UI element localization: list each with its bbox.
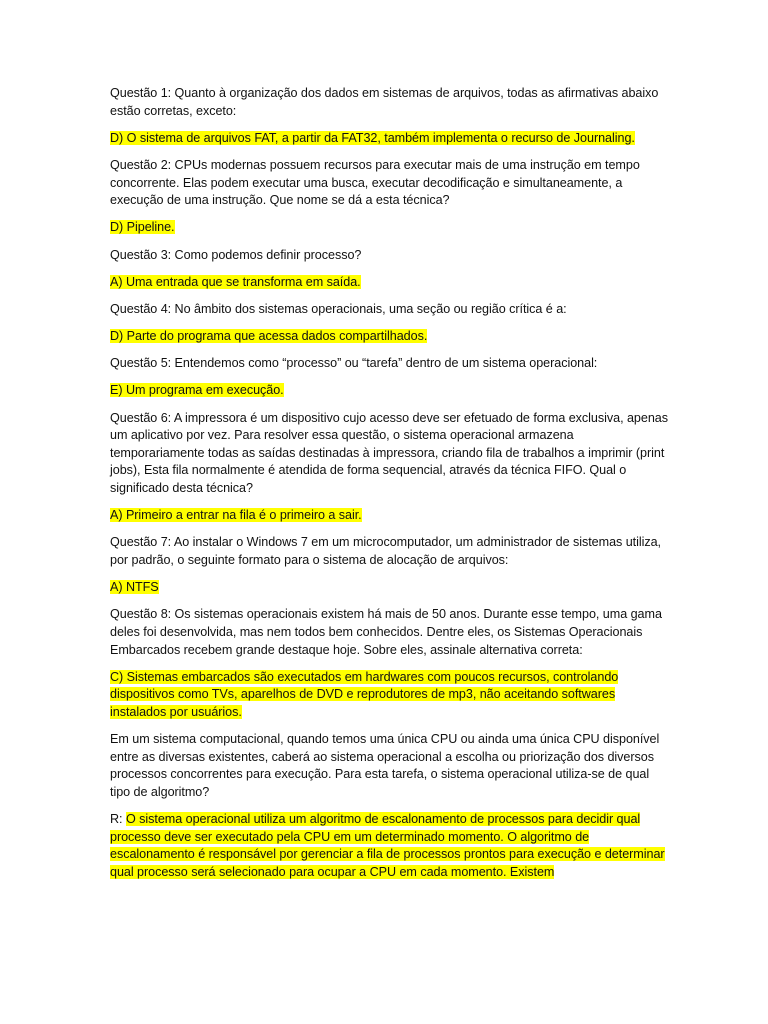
question-6-text: Questão 6: A impressora é um dispositivo cujo acesso deve ser efetuado de forma exclusiva, apenas um aplicativo por vez. Para resolver essa questão, o sistema operacional armazena temporariamente todas as saídas destinadas à impressora, criando fila de trabalhos a imprimir (print jobs), Esta fila normalmente é atendida de forma sequencial, através da técnica FIFO. Qual o significado desta técnica? bbox=[110, 410, 668, 496]
question-8-text: Questão 8: Os sistemas operacionais existem há mais de 50 anos. Durante esse tempo, uma gama deles foi desenvolvida, mas nem todos bem conhecidos. Dentre eles, os Sistemas Operacionais Embarcados recebem grande destaque hoje. Sobre eles, assinale alternativa correta: bbox=[110, 607, 662, 657]
answer-4-highlight: D) Parte do programa que acessa dados compartilhados. bbox=[110, 329, 428, 344]
final-question-text: Em um sistema computacional, quando temos uma única CPU ou ainda uma única CPU disponível entre as diversas existentes, caberá ao sistema operacional a escolha ou priorização dos diversos processos concorrentes para execução. Para esta tarefa, o sistema operacional utiliza-se de qual tipo de algoritmo? bbox=[110, 732, 660, 799]
final-answer-highlight: O sistema operacional utiliza um algoritmo de escalonamento de processos para decidir qual processo deve ser executado pela CPU em um determinado momento. O algoritmo de escalonamento é responsável por gerenciar a fila de processos prontos para execução e determinar qual processo será selecionado para ocupar a CPU em cada momento. Existem bbox=[110, 812, 665, 879]
question-4-text: Questão 4: No âmbito dos sistemas operacionais, uma seção ou região crítica é a: bbox=[110, 301, 567, 316]
answer-3-highlight: A) Uma entrada que se transforma em saída. bbox=[110, 274, 361, 289]
answer-1-highlight: D) O sistema de arquivos FAT, a partir da FAT32, também implementa o recurso de Journaling. bbox=[110, 130, 635, 145]
question-3-text: Questão 3: Como podemos definir processo? bbox=[110, 247, 362, 262]
answer-7-highlight: A) NTFS bbox=[110, 580, 159, 595]
answer-8-highlight: C) Sistemas embarcados são executados em hardwares com poucos recursos, controlando dispositivos como TVs, aparelhos de DVD e reprodutores de mp3, não aceitando softwares instalados por usuários. bbox=[110, 669, 619, 719]
question-1-text: Questão 1: Quanto à organização dos dados em sistemas de arquivos, todas as afirmativas abaixo estão corretas, exceto: bbox=[110, 86, 659, 118]
question-7-text: Questão 7: Ao instalar o Windows 7 em um microcomputador, um administrador de sistemas utiliza, por padrão, o seguinte formato para o sistema de alocação de arquivos: bbox=[110, 535, 662, 567]
final-answer-prefix: R: bbox=[110, 812, 126, 827]
answer-6-highlight: A) Primeiro a entrar na fila é o primeiro a sair. bbox=[110, 508, 362, 523]
answer-2-highlight: D) Pipeline. bbox=[110, 220, 175, 235]
question-5-text: Questão 5: Entendemos como “processo” ou “tarefa” dentro de um sistema operacional: bbox=[110, 356, 598, 371]
answer-5-highlight: E) Um programa em execução. bbox=[110, 383, 284, 398]
question-2-text: Questão 2: CPUs modernas possuem recursos para executar mais de uma instrução em tempo concorrente. Elas podem executar uma busca, executar decodificação e simultaneamente, a execução de uma instrução. Que nome se dá a esta técnica? bbox=[110, 157, 640, 208]
